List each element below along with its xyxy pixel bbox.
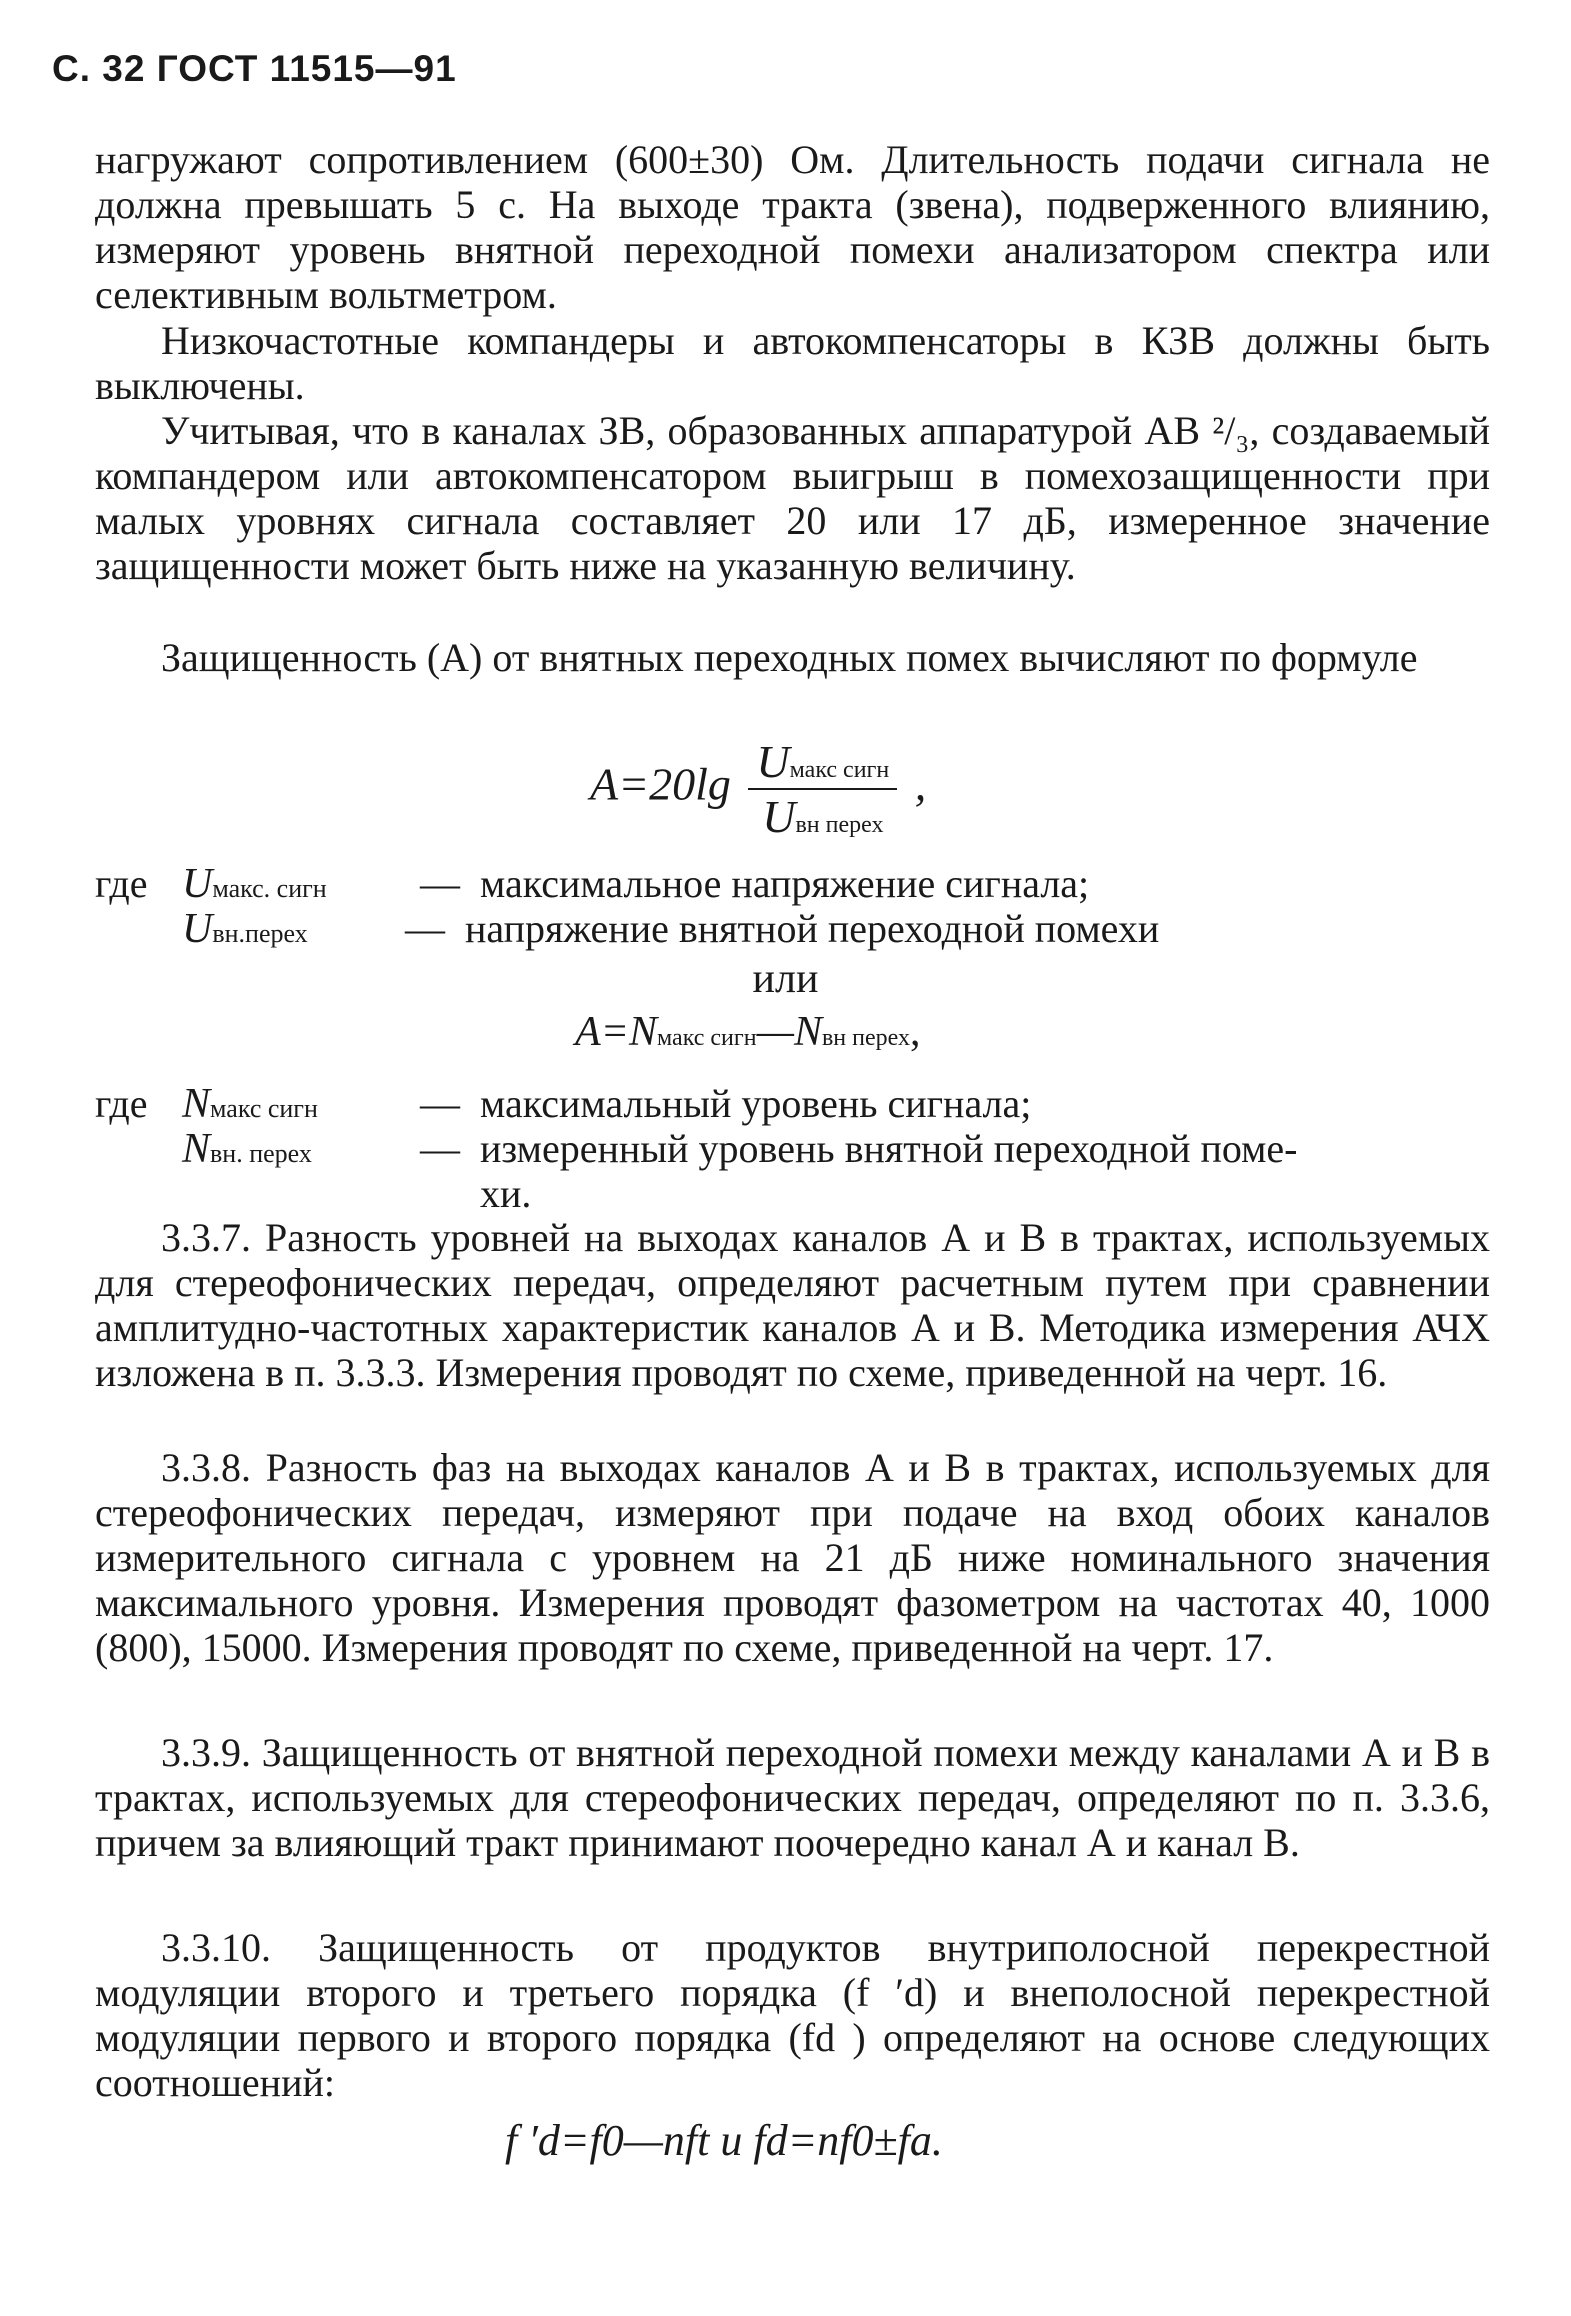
formula-tail: , [914, 758, 927, 810]
symbol-n-cross: Nвн. перех [182, 1126, 312, 1172]
symbol-u-cross: Uвн.перех [182, 906, 308, 952]
definition-text: измеренный уровень внятной переходной поме- [480, 1126, 1298, 1171]
paragraph-intro: нагружают сопротивлением (600±30) Ом. Длительность подачи сигнала не должна превышать 5 с. На выходе тракта (звена), подверженного влиянию, измеряют уровень внятной переходной помехи анализатором спектра или селективным вольтметром. [95, 137, 1490, 317]
dash: — [420, 861, 460, 906]
definition-text: максимальный уровень сигнала; [480, 1081, 1032, 1126]
formula-intermod: f ′d=f0—nft и fd=nf0±fa. [505, 2116, 943, 2165]
where-row-5 [0, 1170, 1571, 1215]
where-row-2 [0, 905, 1571, 950]
section-3-3-9: 3.3.9. Защищенность от внятной переходной помехи между каналами А и В в трактах, используемых для стереофонических передач, определяют по п. 3.3.6, причем за влияющий тракт принимают поочередно канал А и канал В. [95, 1730, 1490, 1865]
where-row-3 [0, 1080, 1571, 1125]
den-var: U [762, 791, 796, 842]
den-sub: вн перех [795, 812, 884, 838]
definition-text: напряжение внятной переходной помехи [465, 906, 1160, 951]
formula-lhs: A=20lg [590, 758, 731, 810]
where-row-1 [0, 860, 1571, 905]
paragraph-considering: Учитывая, что в каналах ЗВ, образованных аппаратурой АВ ²/₃, создаваемый компандером или автокомпенсатором выигрыш в помехозащищенности при малых уровнях сигнала составляет 20 или 17 дБ, измеренное значение защищенности может быть ниже на указанную величину. [95, 408, 1490, 588]
formula-protection [590, 735, 926, 843]
where-word: где [95, 861, 148, 906]
section-3-3-7: 3.3.7. Разность уровней на выходах каналов А и В в трактах, используемых для стереофонических передач, определяют расчетным путем при сравнении амплитудно-частотных характеристик каналов А и В. Методика измерения АЧХ изложена в п. 3.3.3. Измерения проводят по схеме, приведенной на черт. 16. [95, 1215, 1490, 1395]
formula-fraction [748, 735, 897, 843]
definition-text: максимальное напряжение сигнала; [480, 861, 1090, 906]
page-header: С. 32 ГОСТ 11515—91 [52, 48, 457, 89]
or-word: или [752, 956, 819, 1002]
symbol-u-max: Uмакс. сигн [182, 861, 327, 907]
num-var: U [756, 736, 790, 787]
where-word: где [95, 1081, 148, 1126]
formula-levels: A=Nмакс сигн—Nвн перех, [575, 1009, 921, 1055]
paragraph-compander: Низкочастотные компандеры и автокомпенсаторы в КЗВ должны быть выключены. [95, 318, 1490, 408]
where-row-4 [0, 1125, 1571, 1170]
section-3-3-10: 3.3.10. Защищенность от продуктов внутриполосной перекрестной модуляции второго и третьего порядка (f ′d) и внеполосной перекрестной модуляции первого и второго порядка (fd ) определяют на основе следующих соотношений: [95, 1925, 1490, 2105]
dash: — [420, 1081, 460, 1126]
paragraph-protection: Защищенность (А) от внятных переходных помех вычисляют по формуле [161, 635, 1418, 680]
fraction-numerator [748, 735, 897, 790]
fraction-denominator [748, 790, 897, 843]
dash: — [405, 906, 445, 951]
section-3-3-8: 3.3.8. Разность фаз на выходах каналов А и В в трактах, используемых для стереофонических передач, измеряют при подаче на вход обоих каналов измерительного сигнала с уровнем на 21 дБ ниже номинального значения максимального уровня. Измерения проводят фазометром на частотах 40, 1000 (800), 15000. Измерения проводят по схеме, приведенной на черт. 17. [95, 1445, 1490, 1670]
symbol-n-max: Nмакс сигн [182, 1081, 318, 1127]
num-sub: макс сигн [789, 757, 890, 783]
definition-text: хи. [480, 1171, 532, 1216]
dash: — [420, 1126, 460, 1171]
